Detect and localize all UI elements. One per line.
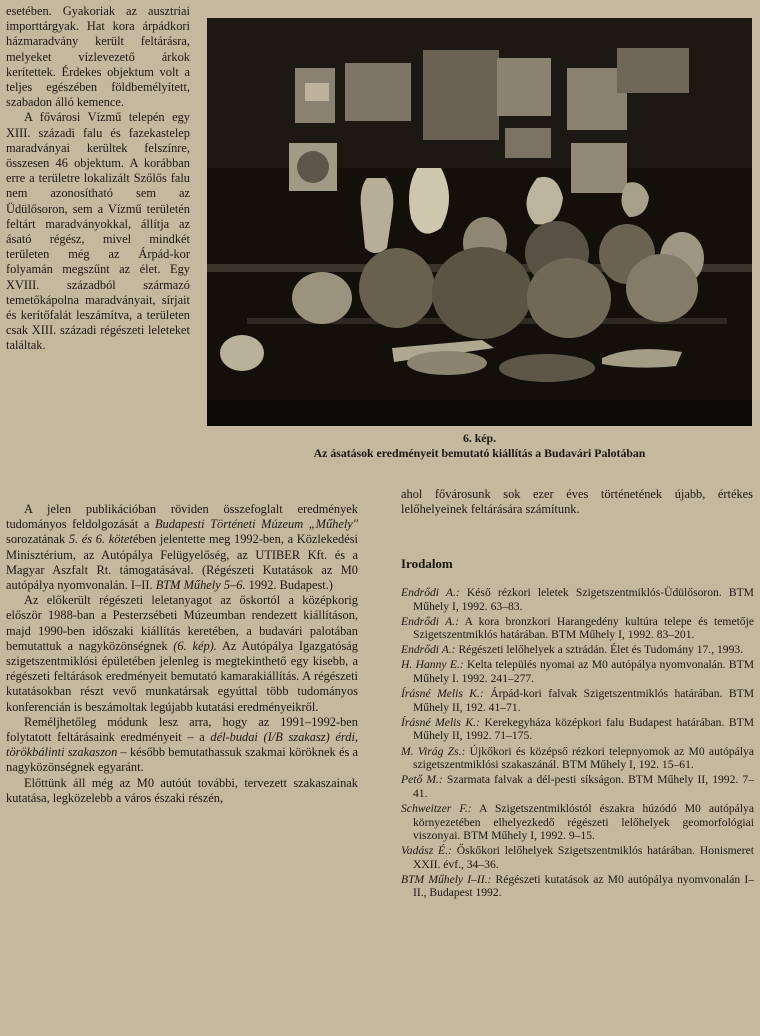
right-column-text [401,487,753,517]
reference-item [401,802,754,843]
reference-author: Írásné Melis K.: [401,687,484,701]
figure-caption [207,431,752,460]
reference-item [401,586,754,613]
exhibition-photo [207,18,752,426]
reference-item [401,687,754,714]
paragraph: Az előkerült régészeti leletanyagot az őskortól a középkorig először 1988-ban a Pesterzsébeti Múzeumban rendezett kiállításon, majd 1990-ben időszaki kiállítás keretében, a budavári palotában bemutattuk a nagyközönségnek (6. kép). Az Autópálya Igazgatóság szigetszentmiklósi épületében jelenleg is megtekinthető egy kisebb, a régészeti feltárások eredményeit bemutató kamarakiállítás. A régészeti kutatásokban részt vevő munkatársak egyúttal több tudományos konferencián is beszámoltak legújabb kutatási eredményeikről. [6,593,358,714]
reference-item [401,658,754,685]
references-list [401,586,754,902]
paragraph: Előttünk áll még az M0 autóút további, tervezett szakaszainak kutatása, legközelebb a város északi részén, [6,775,358,805]
left-column-top [6,4,190,354]
reference-author: Endrődi A.: [401,643,456,657]
paragraph: A fővárosi Vízmű telepén egy XIII. századi falu és fazekastelep maradványai kerültek felszínre, összesen 46 objektum. A korábban erre a területre lokalizált Szőlős falu nem azonosítható sem az Üdülősoron, sem a Vízmű területén feltárt maradványokkal, állítja az ásató régész, mivel mindkét területen még az Árpád-kor folyamán megszűnt az élet. Egy XVIII. századból származó temetőkápolna maradványait, sírjait és kerítőfalát leszámítva, a területen csak XIII. századi régészeti leleteket találtak. [6,110,190,353]
reference-text: Kelta település nyomai az M0 autópálya nyomvonalán. BTM Műhely I. 1992. 241–277. [413,658,754,686]
figure-number: 6. kép. [462,431,497,445]
figure-caption-text: Az ásatások eredményeit bemutató kiállítás a Budavári Palotában [313,445,646,460]
reference-author: M. Virág Zs.: [401,744,466,758]
reference-author: Endrődi A.: [401,586,460,599]
reference-text: Régészeti lelőhelyek a sztrádán. Élet és Tudomány 17., 1993. [455,643,744,657]
reference-item [401,615,754,642]
reference-item [401,844,754,871]
reference-text: Szarmata falvak a dél-pesti síkságon. BTM Műhely II, 1992. 7–41. [413,773,754,800]
reference-author: Schweitzer F.: [401,801,472,815]
reference-author: BTM Műhely I–II.: [401,872,492,886]
reference-item [401,643,754,657]
reference-item [401,716,754,743]
reference-item [401,773,754,800]
references-heading: Irodalom [401,556,453,571]
paragraph: esetében. Gyakoriak az ausztriai importtárgyak. Hat kora árpádkori házmaradvány került feltárásra, melyeket vízlevezető árkok kerítettek. Érdekes objektum volt a teljes egészében földbemélyített, szabadon álló kemence. [6,4,190,110]
paragraph: Reméljhetőleg módunk lesz arra, hogy az 1991–1992-ben folytatott feltárásaink eredményeit – a dél-budai (I/B szakasz) érdi, törökbálinti szakaszon – később bemutathassuk szakmai köröknek és a nagyközönségnek egyaránt. [6,714,358,775]
reference-text: Régészeti kutatások az M0 autópálya nyomvonalán I–II., Budapest 1992. [413,872,754,900]
left-column-bottom [6,502,358,806]
reference-text: Őskőkori lelőhelyek Szigetszentmiklós határában. Honismeret XXII. évf., 34–36. [413,844,754,871]
reference-text: Újkőkori és középső rézkori telepnyomok az M0 autópálya szigetszentmiklósi szakaszánál. BTM Műhely I, 192. 15–61. [413,744,754,772]
paragraph: A jelen publikációban röviden összefoglalt eredmények tudományos feldolgozását a Budapesti Történeti Múzeum „Műhely" sorozatának 5. és 6. kötetében jelentette meg 1992-ben, a Közlekedési Minisztérium, az Autópálya Felügyelőség, az UTIBER Kft. és a Magyar Aszfalt Rt. támogatásával. (Régészeti Kutatások az M0 autópálya nyomvonalán. I–II. BTM Műhely 5–6. 1992. Budapest.) [6,502,358,593]
reference-author: Írásné Melis K.: [401,715,480,729]
reference-item [401,745,754,772]
reference-text: Késő rézkori leletek Szigetszentmiklós-Üdülősoron. BTM Műhely I, 1992. 63–83. [413,586,754,613]
reference-author: Vadász É.: [401,844,452,858]
reference-author: Pető M.: [401,773,443,787]
reference-text: A Szigetszentmiklóstól északra húzódó M0 autópálya környezetében elhelyezkedő régészeti lelőhelyek geomorfológiai viszonyai. BTM Műhely I, 1992. 9–15. [413,801,754,843]
paragraph: ahol fővárosunk sok ezer éves történetének újabb, értékes lelőhelyeinek feltárására számítunk. [401,487,753,517]
reference-author: Endrődi A.: [401,614,459,628]
reference-item [401,873,754,900]
reference-author: H. Hanny E.: [401,658,464,672]
reference-text: Kerekegyháza középkori falu Budapest határában. BTM Műhely II, 1992. 71–175. [413,715,755,743]
reference-text: Árpád-kori falvak Szigetszentmiklós határában. BTM Műhely II, 192. 41–71. [413,687,755,714]
exhibition-photo-illustration [207,18,752,426]
reference-text: A kora bronzkori Harangedény kultúra telepe és temetője Szigetszentmiklós határában. BTM Műhely I, 1992. 83–201. [413,614,754,642]
